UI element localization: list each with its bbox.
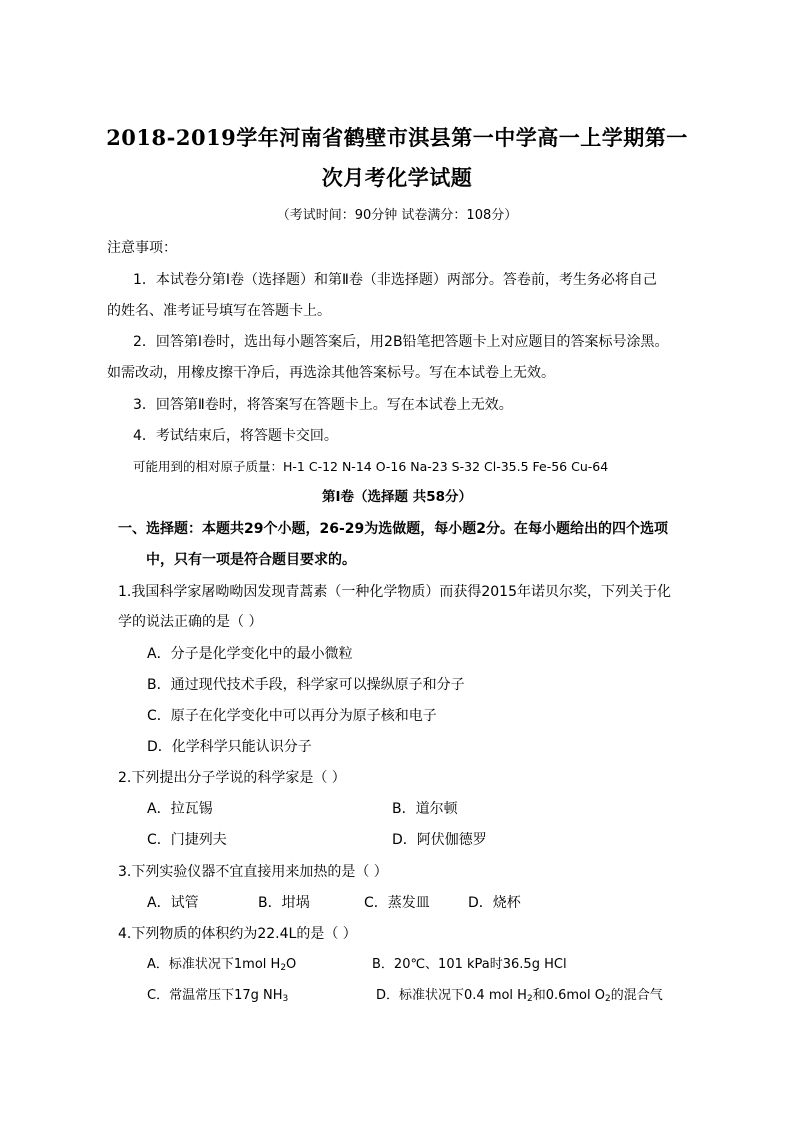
q4-stem: 4.下列物质的体积约为22.4L的是（ ） bbox=[118, 926, 357, 942]
q1-option-c: C．原子在化学变化中可以再分为原子核和电子 bbox=[147, 708, 437, 724]
q3-stem: 3.下列实验仪器不宜直接用来加热的是（ ） bbox=[118, 864, 388, 880]
note-4: 4．考试结束后，将答题卡交回。 bbox=[133, 428, 338, 444]
q2-option-c: C．门捷列夫 bbox=[147, 832, 227, 848]
exam-title-line1: 2018-2019学年河南省鹤壁市淇县第一中学高一上学期第一 bbox=[106, 125, 688, 150]
q3-option-b: B．坩埚 bbox=[258, 895, 310, 911]
exam-title-line2: 次月考化学试题 bbox=[321, 165, 473, 190]
q2-stem: 2.下列提出分子学说的科学家是（ ） bbox=[118, 770, 346, 786]
q3-option-a: A．试管 bbox=[147, 895, 199, 911]
q4-option-d: D．标准状况下0.4 mol $H_2$和0.6mol $O_2$的混合气 bbox=[376, 988, 663, 1004]
q4-option-c: C．常温常压下17g $NH_3$ bbox=[147, 988, 289, 1004]
note-2-line1: 2．回答第Ⅰ卷时，选出每小题答案后，用2B铅笔把答题卡上对应题目的答案标号涂黑。 bbox=[133, 334, 669, 350]
q4-option-b: B．20℃、101 kPa时36.5g HCl bbox=[372, 957, 567, 972]
part1-instructions-line2: 中，只有一项是符合题目要求的。 bbox=[146, 552, 356, 568]
note-2-line2: 如需改动，用橡皮擦干净后，再选涂其他答案标号。写在本试卷上无效。 bbox=[107, 365, 555, 381]
q2-option-a: A．拉瓦锡 bbox=[147, 801, 213, 817]
q2-option-b: B．道尔顿 bbox=[392, 801, 458, 817]
atomic-masses: 可能用到的相对原子质量：H-1 C-12 N-14 O-16 Na-23 S-32 Cl-35.5 Fe-56 Cu-64 bbox=[133, 459, 609, 474]
note-1-line2: 的姓名、准考证号填写在答题卡上。 bbox=[107, 303, 331, 319]
notes-heading: 注意事项： bbox=[107, 240, 177, 256]
exam-info: （考试时间：90分钟 试卷满分：108分） bbox=[276, 208, 518, 223]
q4-option-a: A．标准状况下1mol $H_2O$ bbox=[147, 957, 297, 973]
q1-option-a: A．分子是化学变化中的最小微粒 bbox=[147, 646, 353, 662]
note-3: 3．回答第Ⅱ卷时，将答案写在答题卡上。写在本试卷上无效。 bbox=[133, 397, 513, 413]
part1-instructions-line1: 一、选择题：本题共29个小题，26-29为选做题，每小题2分。在每小题给出的四个选项 bbox=[118, 521, 668, 537]
q2-option-d: D．阿伏伽德罗 bbox=[392, 832, 487, 848]
q3-option-d: D．烧杯 bbox=[468, 895, 521, 911]
note-1-line1: 1．本试卷分第Ⅰ卷（选择题）和第Ⅱ卷（非选择题）两部分。答卷前，考生务必将自己 bbox=[133, 272, 657, 288]
section-title: 第Ⅰ卷（选择题 共58分） bbox=[321, 489, 472, 505]
q1-option-b: B．通过现代技术手段，科学家可以操纵原子和分子 bbox=[147, 677, 465, 693]
q1-stem-line1: 1.我国科学家屠呦呦因发现青蒿素（一种化学物质）而获得2015年诺贝尔奖，下列关于化 bbox=[118, 584, 671, 600]
q1-option-d: D．化学科学只能认识分子 bbox=[147, 739, 312, 755]
q1-stem-line2: 学的说法正确的是（ ） bbox=[118, 614, 263, 630]
q3-option-c: C．蒸发皿 bbox=[364, 895, 430, 911]
